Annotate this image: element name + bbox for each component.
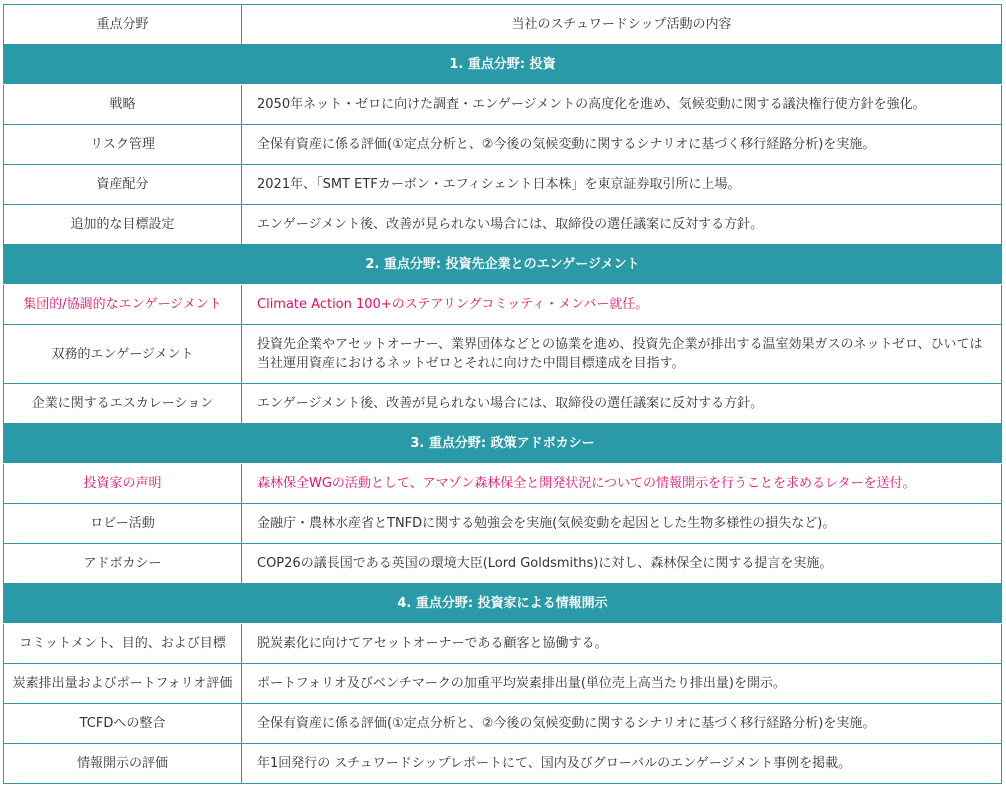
table-row (4, 624, 1002, 664)
section-title: 2. 重点分野: 投資先企業とのエンゲージメント (4, 245, 1002, 285)
header-area: 重点分野 (4, 5, 242, 45)
section-header (4, 45, 1002, 85)
table-row (4, 504, 1002, 544)
row-area: 資産配分 (4, 165, 242, 205)
stewardship-table (3, 4, 1002, 784)
row-description: Climate Action 100+のステアリングコミッティ・メンバー就任。 (242, 285, 1002, 325)
row-area: 双務的エンゲージメント (4, 325, 242, 384)
table-row (4, 544, 1002, 584)
row-description: 2021年、「SMT ETFカーボン・エフィシェント日本株」を東京証券取引所に上場。 (242, 165, 1002, 205)
header-description: 当社のスチュワードシップ活動の内容 (242, 5, 1002, 45)
table-row (4, 125, 1002, 165)
table-row (4, 704, 1002, 744)
row-description: エンゲージメント後、改善が見られない場合には、取締役の選任議案に反対する方針。 (242, 205, 1002, 245)
section-title: 4. 重点分野: 投資家による情報開示 (4, 584, 1002, 624)
row-area: 集団的/協調的なエンゲージメント (4, 285, 242, 325)
row-description: 投資先企業やアセットオーナー、業界団体などとの協業を進め、投資先企業が排出する温室効果ガスのネットゼロ、ひいては当社運用資産におけるネットゼロとそれに向けた中間目標達成を目指す。 (242, 325, 1002, 384)
table-row (4, 205, 1002, 245)
section-title: 1. 重点分野: 投資 (4, 45, 1002, 85)
section-title: 3. 重点分野: 政策アドボカシー (4, 424, 1002, 464)
row-description: 全保有資産に係る評価(①定点分析と、②今後の気候変動に関するシナリオに基づく移行経路分析)を実施。 (242, 125, 1002, 165)
row-area: 企業に関するエスカレーション (4, 384, 242, 424)
row-area: コミットメント、目的、および目標 (4, 624, 242, 664)
row-description: 年1回発行の スチュワードシップレポートにて、国内及びグローバルのエンゲージメント事例を掲載。 (242, 744, 1002, 784)
row-description: エンゲージメント後、改善が見られない場合には、取締役の選任議案に反対する方針。 (242, 384, 1002, 424)
table-row-highlighted (4, 464, 1002, 504)
row-area: ロビー活動 (4, 504, 242, 544)
row-description: 2050年ネット・ゼロに向けた調査・エンゲージメントの高度化を進め、気候変動に関する議決権行使方針を強化。 (242, 85, 1002, 125)
table-row (4, 664, 1002, 704)
row-description: 森林保全WGの活動として、アマゾン森林保全と開発状況についての情報開示を行うことを求めるレターを送付。 (242, 464, 1002, 504)
table-row (4, 384, 1002, 424)
row-area: 投資家の声明 (4, 464, 242, 504)
section-header (4, 584, 1002, 624)
table-row (4, 165, 1002, 205)
row-area: アドボカシー (4, 544, 242, 584)
row-area: 炭素排出量およびポートフォリオ評価 (4, 664, 242, 704)
row-description: 金融庁・農林水産省とTNFDに関する勉強会を実施(気候変動を起因とした生物多様性の損失など)。 (242, 504, 1002, 544)
row-area: 戦略 (4, 85, 242, 125)
row-area: リスク管理 (4, 125, 242, 165)
row-area: 情報開示の評価 (4, 744, 242, 784)
row-description: 脱炭素化に向けてアセットオーナーである顧客と協働する。 (242, 624, 1002, 664)
table-header-row (4, 5, 1002, 45)
row-description: ポートフォリオ及びベンチマークの加重平均炭素排出量(単位売上高当たり排出量)を開示。 (242, 664, 1002, 704)
section-header (4, 424, 1002, 464)
row-area: 追加的な目標設定 (4, 205, 242, 245)
table-row (4, 744, 1002, 784)
row-description: COP26の議長国である英国の環境大臣(Lord Goldsmiths)に対し、森林保全に関する提言を実施。 (242, 544, 1002, 584)
row-area: TCFDへの整合 (4, 704, 242, 744)
table-row (4, 85, 1002, 125)
section-header (4, 245, 1002, 285)
table-row (4, 325, 1002, 384)
row-description: 全保有資産に係る評価(①定点分析と、②今後の気候変動に関するシナリオに基づく移行経路分析)を実施。 (242, 704, 1002, 744)
table-row-highlighted (4, 285, 1002, 325)
